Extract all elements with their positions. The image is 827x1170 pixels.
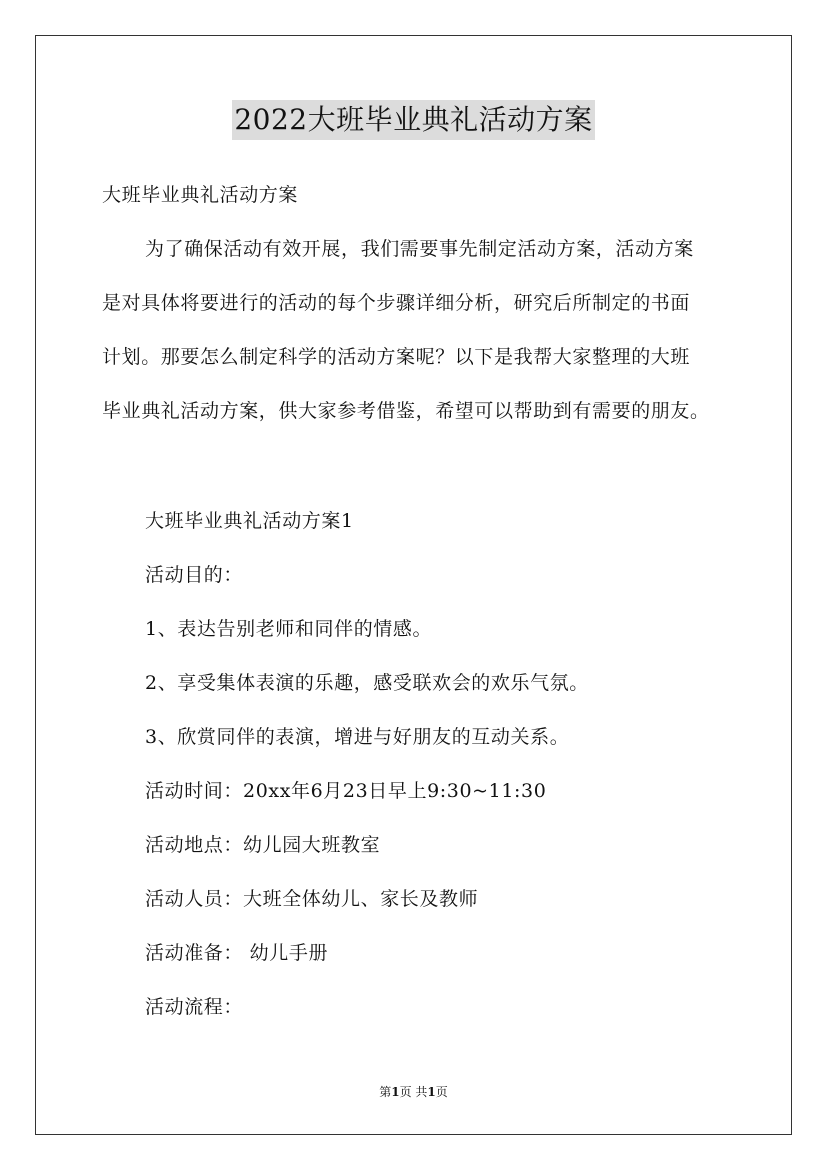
item-purpose-3: 3、欣赏同伴的表演，增进与好朋友的互动关系。 [145,726,570,748]
footer-total-pages: 1 [427,1085,436,1099]
intro-line-3: 计划。那要怎么制定科学的活动方案呢？以下是我帮大家整理的大班 [102,346,691,368]
item-time: 活动时间：20xx年6月23日早上9:30~11:30 [145,780,547,802]
page-footer [0,1084,827,1100]
footer-mid: 页 共 [399,1085,428,1099]
item-process: 活动流程： [145,996,244,1018]
intro-line-4: 毕业典礼活动方案，供大家参考借鉴，希望可以帮助到有需要的朋友。 [102,400,710,422]
footer-current-page: 1 [391,1085,400,1099]
item-purpose-heading: 活动目的： [145,564,244,586]
document-subtitle: 大班毕业典礼活动方案 [102,184,299,206]
item-participants: 活动人员：大班全体幼儿、家长及教师 [145,888,479,910]
footer-suffix: 页 [435,1085,448,1099]
item-purpose-2: 2、享受集体表演的乐趣，感受联欢会的欢乐气氛。 [145,672,589,694]
footer-prefix: 第 [379,1085,392,1099]
item-preparation: 活动准备： 幼儿手册 [145,942,329,964]
title-area [0,100,827,140]
item-location: 活动地点：幼儿园大班教室 [145,834,381,856]
intro-line-2: 是对具体将要进行的活动的每个步骤详细分析，研究后所制定的书面 [102,292,691,314]
item-purpose-1: 1、表达告别老师和同伴的情感。 [145,618,433,640]
document-title: 2022大班毕业典礼活动方案 [232,100,594,140]
intro-line-1: 为了确保活动有效开展，我们需要事先制定活动方案，活动方案 [145,238,694,260]
section-title: 大班毕业典礼活动方案1 [145,510,354,532]
